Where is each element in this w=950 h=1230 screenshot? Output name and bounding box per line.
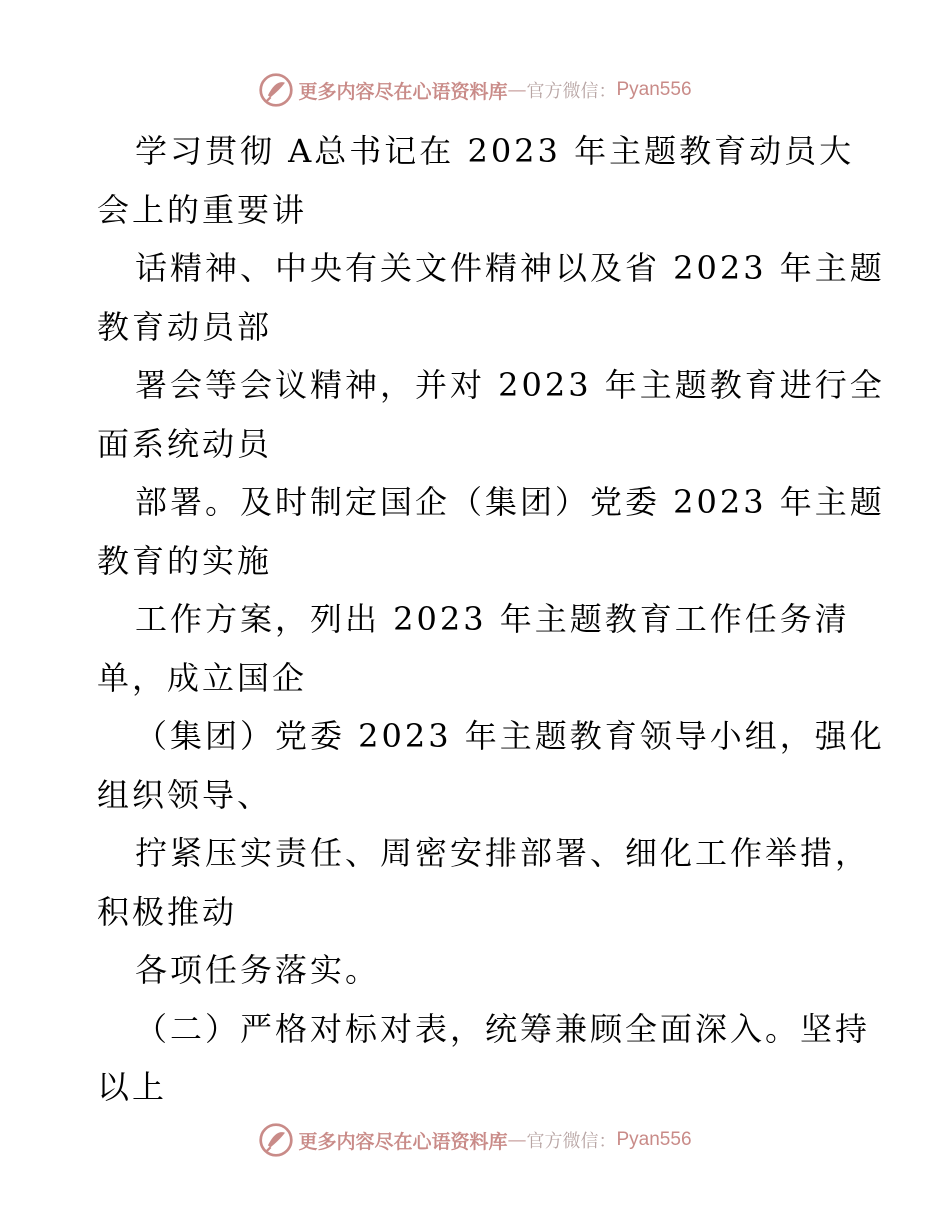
header-watermark [0,70,950,110]
text-line: 各项任务落实。 [135,951,381,989]
watermark-wechat-label: 官方微信： [526,1131,617,1152]
text-line: 教育动员部 [97,307,273,346]
text-line: 工作方案，列出 2023 年主题教育工作任务清 [135,600,850,638]
watermark-dash: — [507,79,527,101]
watermark-brand: 更多内容尽在心语资料库 [298,1130,508,1153]
text-line: 拧紧压实责任、周密安排部署、细化工作举措， [135,834,871,872]
watermark-brand: 更多内容尽在心语资料库 [298,80,508,103]
text-line: 会上的重要讲 [97,190,308,229]
text-line: 组织领导、 [97,775,273,814]
text-line: （二）严格对标对表，统筹兼顾全面深入。坚持 [135,1009,871,1048]
text-line: 单，成立国企 [97,658,308,697]
watermark-wechat-id: Pyan556 [616,79,692,100]
text-line: 学习贯彻 A总书记在 2023 年主题教育动员大 [135,132,855,170]
watermark-wechat-id: Pyan556 [616,1129,692,1150]
brand-logo-icon [258,72,294,108]
watermark-dash: — [507,1129,527,1151]
document-body [97,122,885,1117]
text-line: （集团）党委 2023 年主题教育领导小组，强化 [135,717,885,755]
footer-watermark [0,1120,950,1160]
text-line: 署会等会议精神，并对 2023 年主题教育进行全 [135,366,885,404]
text-line: 积极推动 [97,892,238,931]
text-line: 话精神、中央有关文件精神以及省 2023 年主题 [135,249,885,287]
watermark-wechat-label: 官方微信： [526,81,617,102]
text-line: 部署。及时制定国企（集团）党委 2023 年主题 [135,483,885,521]
text-line: 面系统动员 [97,424,273,463]
text-line: 教育的实施 [97,541,273,580]
brand-logo-icon [258,1122,294,1158]
text-line: 以上 [97,1068,168,1106]
